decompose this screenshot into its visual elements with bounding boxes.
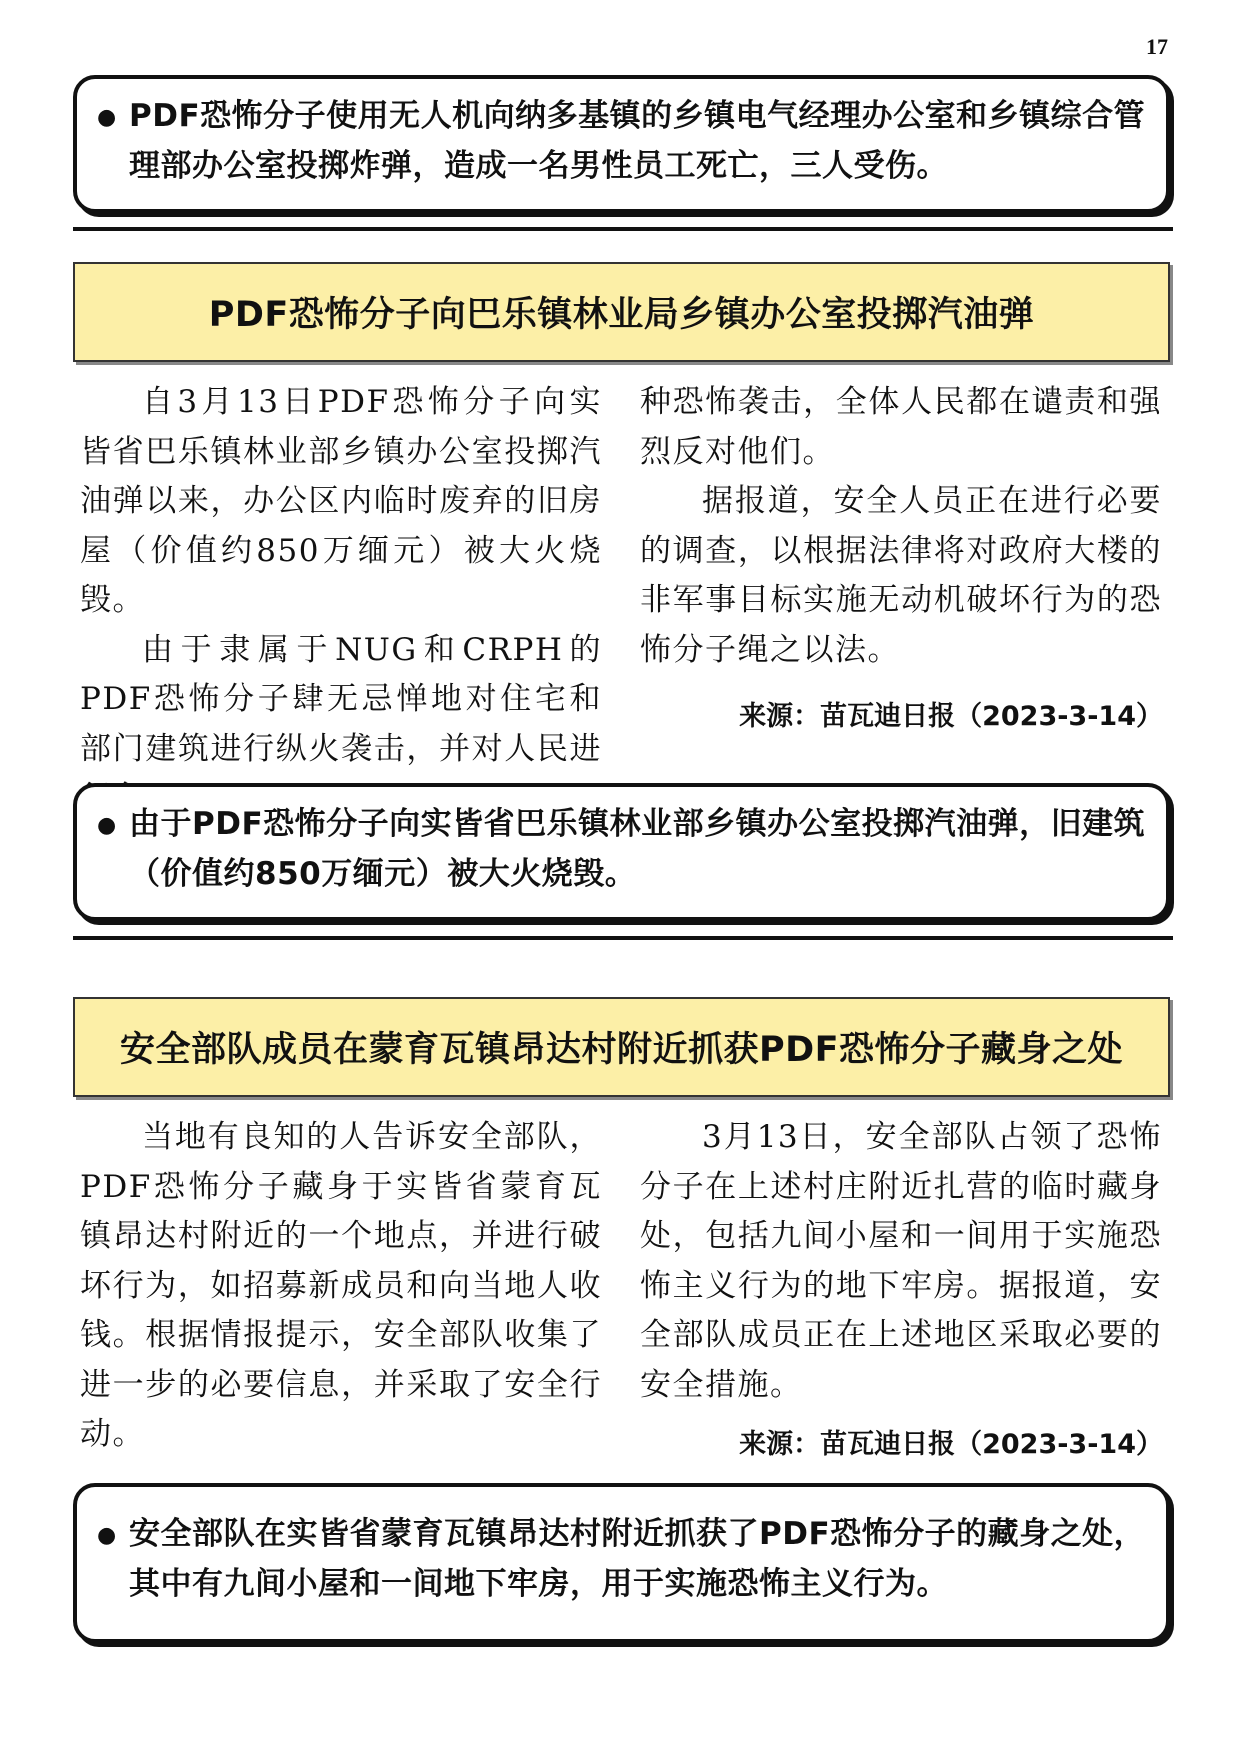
paragraph: 种恐怖袭击，全体人民都在谴责和强烈反对他们。	[640, 384, 1162, 470]
article-column-right	[640, 1113, 1162, 1410]
summary-box	[73, 783, 1170, 921]
paragraph: 3月13日，安全部队占领了恐怖分子在上述村庄附近扎营的临时藏身处，包括九间小屋和一间用于实施恐怖主义行为的地下牢房。据报道，安全部队成员正在上述地区采取必要的安全措施。	[640, 1119, 1162, 1403]
summary-text: 安全部队在实皆省蒙育瓦镇昂达村附近抓获了PDF恐怖分子的藏身之处，其中有九间小屋和一间地下牢房，用于实施恐怖主义行为。	[129, 1516, 1146, 1602]
bullet-icon: ●	[97, 813, 117, 838]
divider	[73, 936, 1173, 940]
article-column-left	[80, 1113, 602, 1460]
article-column-right	[640, 378, 1162, 675]
headline-text: 安全部队成员在蒙育瓦镇昂达村附近抓获PDF恐怖分子藏身之处	[119, 1030, 1124, 1070]
headline-text: PDF恐怖分子向巴乐镇林业局乡镇办公室投掷汽油弹	[208, 295, 1035, 335]
article-column-left	[80, 378, 602, 824]
bullet-icon: ●	[97, 1523, 117, 1548]
article-headline	[73, 997, 1170, 1097]
summary-text: PDF恐怖分子使用无人机向纳多基镇的乡镇电气经理办公室和乡镇综合管理部办公室投掷炸弹，造成一名男性员工死亡，三人受伤。	[129, 98, 1146, 184]
paragraph: 据报道，安全人员正在进行必要的调查，以根据法律将对政府大楼的非军事目标实施无动机破坏行为的恐怖分子绳之以法。	[640, 483, 1162, 668]
paragraph: 由于隶属于NUG和CRPH的PDF恐怖分子肆无忌惮地对住宅和部门建筑进行纵火袭击，并对人民进	[80, 631, 602, 767]
bullet-icon: ●	[97, 105, 117, 130]
page-number: 17	[1146, 34, 1168, 59]
summary-box	[73, 1483, 1170, 1643]
summary-box-top	[73, 75, 1170, 213]
paragraph: 自3月13日PDF恐怖分子向实皆省巴乐镇林业部乡镇办公室投掷汽油弹以来，办公区内临时废弃的旧房屋（价值约850万缅元）被大火烧毁。	[80, 384, 602, 618]
source-credit: 来源：苗瓦迪日报（2023-3-14）	[739, 1429, 1163, 1460]
paragraph: 当地有良知的人告诉安全部队，PDF恐怖分子藏身于实皆省蒙育瓦镇昂达村附近的一个地点，并进行破坏行为，如招募新成员和向当地人收钱。根据情报提示，安全部队收集了进一步的必要信息，并采取了安全行动。	[80, 1119, 602, 1452]
divider	[73, 227, 1173, 231]
article-headline	[73, 262, 1170, 362]
summary-text: 由于PDF恐怖分子向实皆省巴乐镇林业部乡镇办公室投掷汽油弹，旧建筑（价值约850万缅元）被大火烧毁。	[129, 806, 1146, 892]
source-credit: 来源：苗瓦迪日报（2023-3-14）	[739, 701, 1163, 732]
